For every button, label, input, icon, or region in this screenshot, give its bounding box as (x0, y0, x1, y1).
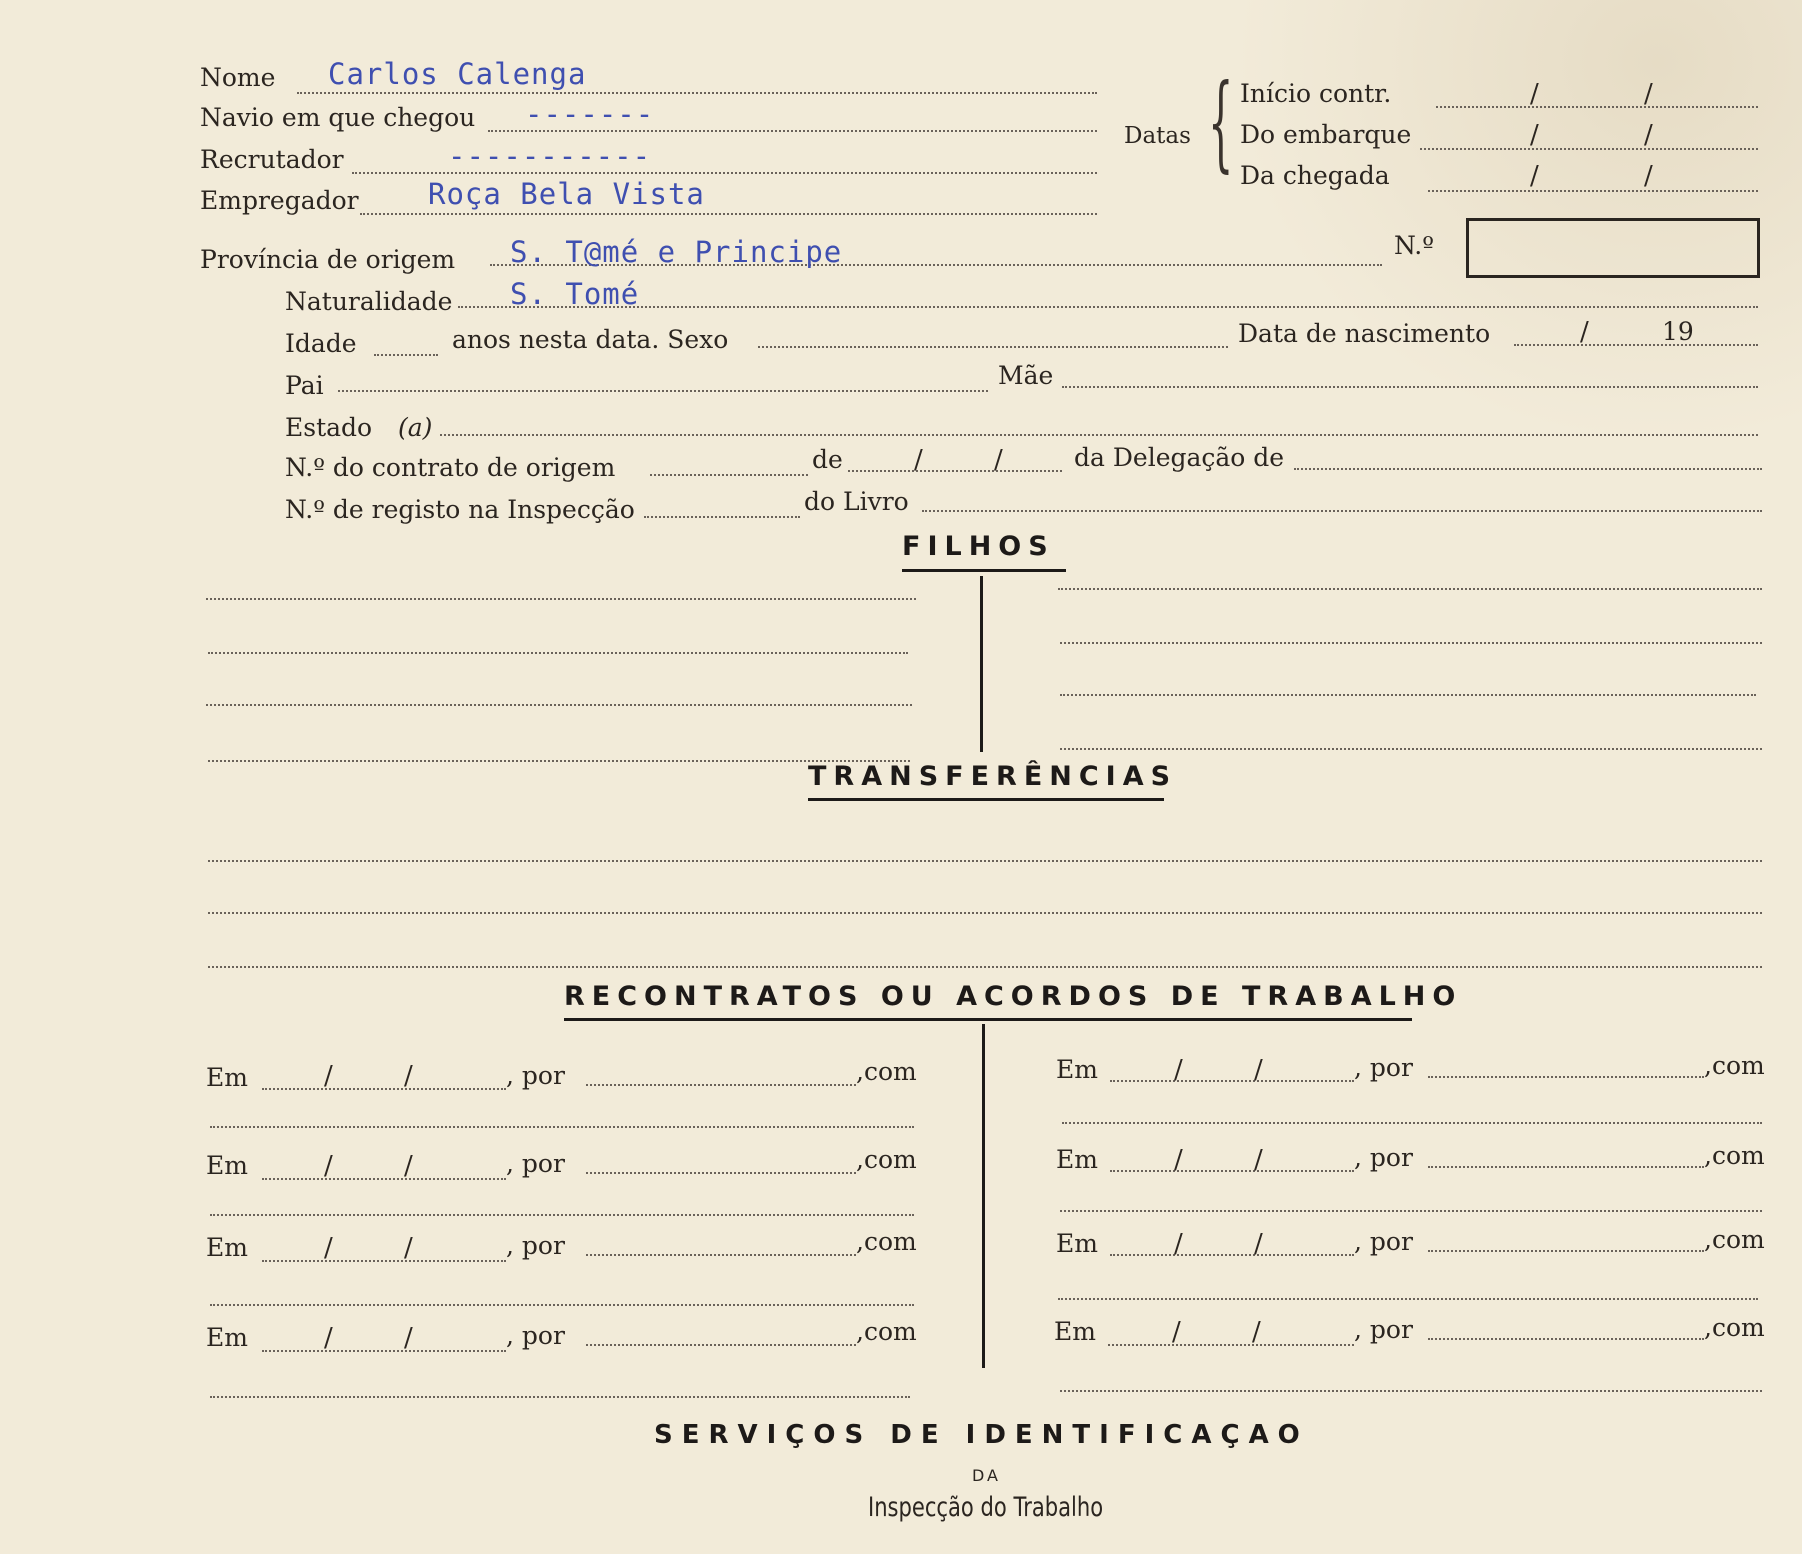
naturalidade-line (458, 306, 1758, 308)
date-slash: / (324, 1061, 333, 1091)
date-slash: / (404, 1061, 413, 1091)
por-label: , por (1354, 1053, 1413, 1082)
navio-label: Navio em que chegou (200, 103, 476, 132)
contrato-slash-1: / (914, 445, 923, 475)
filhos-heading: FILHOS (902, 531, 1055, 562)
date-slash: / (1174, 1229, 1183, 1259)
date-slash: / (1254, 1229, 1263, 1259)
livro-label: do Livro (804, 487, 909, 516)
livro-line (922, 510, 1762, 512)
idade-line (374, 354, 438, 356)
nascimento-label: Data de nascimento (1238, 319, 1491, 348)
transferencias-heading: TRANSFERÊNCIAS (808, 761, 1178, 792)
por-line (586, 1254, 856, 1256)
com-label: ,com (1704, 1051, 1765, 1080)
filhos-left-line-1 (206, 598, 916, 600)
nascimento-year: 19 (1662, 317, 1694, 346)
nome-line (297, 92, 1097, 94)
date-line (1110, 1170, 1354, 1172)
recontratos-underline (564, 1018, 1412, 1021)
embarque-label: Do embarque (1240, 120, 1412, 149)
provincia-label: Província de origem (200, 245, 456, 274)
nome-value: Carlos Calenga (328, 57, 587, 91)
recontratos-divider (982, 1024, 985, 1368)
inicio-line (1436, 106, 1758, 108)
filhos-right-line-1 (1058, 588, 1762, 590)
numero-label: N.º (1394, 231, 1434, 260)
filhos-underline (902, 569, 1066, 572)
date-slash: / (1254, 1055, 1263, 1085)
por-label: , por (506, 1231, 565, 1260)
nascimento-slash: / (1580, 317, 1589, 347)
date-line (1108, 1344, 1354, 1346)
em-label: Em (1056, 1055, 1098, 1084)
com-label: ,com (1704, 1141, 1765, 1170)
pai-label: Pai (285, 371, 324, 400)
date-slash: / (1254, 1145, 1263, 1175)
inicio-label: Início contr. (1240, 79, 1392, 108)
date-slash: / (1174, 1145, 1183, 1175)
por-label: , por (506, 1061, 565, 1090)
delegacao-line (1294, 468, 1762, 470)
footer-da: DA (972, 1466, 1001, 1485)
datas-label: Datas (1124, 123, 1191, 149)
contrato-de-label: de (812, 445, 843, 474)
recrutador-value: ----------- (448, 139, 652, 173)
filhos-left-line-2 (208, 652, 908, 654)
date-slash: / (324, 1323, 333, 1353)
por-line (586, 1344, 856, 1346)
date-line (1110, 1254, 1354, 1256)
por-label: , por (1354, 1315, 1413, 1344)
filhos-right-line-3 (1060, 694, 1756, 696)
contrato-slash-2: / (994, 445, 1003, 475)
nascimento-line (1514, 344, 1758, 346)
embarque-line (1420, 148, 1758, 150)
empregador-line (360, 213, 1097, 215)
com-label: ,com (856, 1145, 917, 1174)
nome-label: Nome (200, 63, 276, 92)
chegada-label: Da chegada (1240, 161, 1390, 190)
filhos-left-line-3 (206, 704, 912, 706)
por-label: , por (506, 1321, 565, 1350)
idade-label: Idade (285, 329, 357, 358)
transferencias-line-2 (208, 912, 1762, 914)
empregador-value: Roça Bela Vista (428, 177, 705, 211)
por-line (1428, 1250, 1704, 1252)
continuation-line (210, 1396, 910, 1398)
por-label: , por (1354, 1227, 1413, 1256)
recontratos-heading: RECONTRATOS OU ACORDOS DE TRABALHO (564, 981, 1463, 1012)
mae-line (1062, 386, 1758, 388)
date-slash: / (1172, 1317, 1181, 1347)
embarque-slash-1: / (1530, 120, 1539, 150)
date-line (262, 1178, 506, 1180)
continuation-line (210, 1214, 914, 1216)
date-line (262, 1088, 506, 1090)
registo-label: N.º de registo na Inspecção (285, 495, 635, 524)
chegada-slash-2: / (1644, 161, 1653, 191)
embarque-slash-2: / (1644, 120, 1653, 150)
com-label: ,com (1704, 1225, 1765, 1254)
por-line (586, 1172, 856, 1174)
filhos-right-line-2 (1060, 642, 1762, 644)
contrato-label: N.º do contrato de origem (285, 453, 616, 482)
filhos-left-line-4 (208, 760, 910, 762)
chegada-line (1428, 190, 1758, 192)
datas-brace: { (1208, 64, 1234, 184)
date-slash: / (404, 1323, 413, 1353)
por-line (586, 1084, 856, 1086)
recrutador-label: Recrutador (200, 145, 344, 174)
com-label: ,com (856, 1317, 917, 1346)
em-label: Em (206, 1151, 248, 1180)
date-line (262, 1350, 506, 1352)
sexo-line (758, 346, 1228, 348)
por-label: , por (506, 1149, 565, 1178)
continuation-line (1060, 1390, 1762, 1392)
inicio-slash-2: / (1644, 79, 1653, 109)
numero-box (1466, 218, 1760, 278)
continuation-line (1058, 1298, 1758, 1300)
date-slash: / (1174, 1055, 1183, 1085)
date-slash: / (324, 1233, 333, 1263)
por-line (1428, 1076, 1704, 1078)
continuation-line (210, 1304, 914, 1306)
anos-sexo-label: anos nesta data. Sexo (452, 325, 729, 354)
empregador-label: Empregador (200, 186, 359, 215)
date-slash: / (404, 1151, 413, 1181)
footer-subtitle: Inspecção do Trabalho (868, 1492, 1104, 1523)
por-line (1428, 1338, 1704, 1340)
naturalidade-label: Naturalidade (285, 287, 453, 316)
provincia-value: S. T@mé e Principe (510, 235, 843, 269)
por-line (1428, 1166, 1704, 1168)
filhos-right-line-4 (1060, 748, 1762, 750)
com-label: ,com (856, 1227, 917, 1256)
chegada-slash-1: / (1530, 161, 1539, 191)
continuation-line (1062, 1122, 1762, 1124)
por-label: , por (1354, 1143, 1413, 1172)
com-label: ,com (856, 1057, 917, 1086)
date-line (1110, 1080, 1354, 1082)
pai-line (338, 390, 988, 392)
estado-note: (a) (398, 413, 433, 442)
transferencias-line-3 (208, 966, 1762, 968)
continuation-line (210, 1126, 914, 1128)
date-line (262, 1260, 506, 1262)
em-label: Em (206, 1323, 248, 1352)
date-slash: / (404, 1233, 413, 1263)
naturalidade-value: S. Tomé (510, 277, 640, 311)
date-slash: / (324, 1151, 333, 1181)
em-label: Em (206, 1233, 248, 1262)
em-label: Em (1056, 1229, 1098, 1258)
delegacao-label: da Delegação de (1074, 443, 1285, 472)
footer-title: SERVIÇOS DE IDENTIFICAÇAO (654, 1420, 1309, 1450)
estado-line (440, 434, 1758, 436)
navio-value: ------- (525, 97, 655, 131)
com-label: ,com (1704, 1313, 1765, 1342)
date-slash: / (1252, 1317, 1261, 1347)
inicio-slash-1: / (1530, 79, 1539, 109)
registo-line (644, 516, 800, 518)
em-label: Em (206, 1063, 248, 1092)
em-label: Em (1056, 1145, 1098, 1174)
mae-label: Mãe (998, 361, 1054, 390)
contrato-date-line (848, 470, 1062, 472)
continuation-line (1060, 1210, 1762, 1212)
estado-label: Estado (285, 413, 373, 442)
transferencias-underline (808, 798, 1164, 801)
filhos-divider (980, 576, 983, 752)
contrato-line (650, 474, 808, 476)
transferencias-line-1 (208, 860, 1762, 862)
em-label: Em (1054, 1317, 1096, 1346)
